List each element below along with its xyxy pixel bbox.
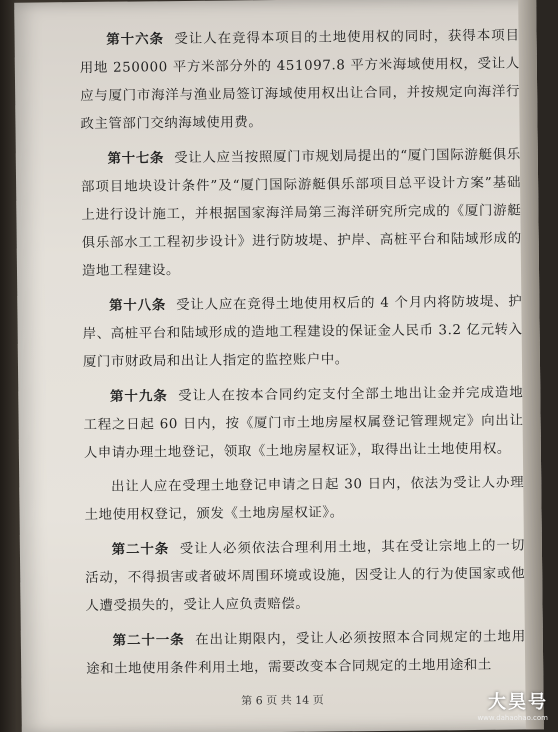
article-heading: 第十九条 (110, 388, 168, 405)
article-text: 受让人应当按照厦门市规划局提出的“厦门国际游艇俱乐部项目地块设计条件”及“厦门国际游艇俱乐部项目总平设计方案”基础上进行设计施工，并根据国家海洋局第三海洋研究所完成的《厦门游艇俱乐部水工工程初步设计》进行防坡堤、护岸、高桩平台和陆域形成的造地工程建设。 (81, 147, 522, 280)
article-heading: 第二十一条 (112, 632, 185, 649)
article-text: 受让人必须依法合理利用土地，其在受让宗地上的一切活动，不得损害或者破坏周围环境或设施，因受让人的行为使国家或他人遭受损失的，受让人应负责赔偿。 (85, 538, 526, 615)
article-21 (86, 622, 527, 684)
article-heading: 第十六条 (106, 31, 165, 48)
article-heading: 第十八条 (109, 297, 167, 314)
article-text: 受让人在按本合同约定支付全部土地出让金并完成造地工程之日起 60 日内，按《厦门市土地房屋权属登记管理规定》向出让人申请办理土地登记，领取《土地房屋权证》，取得出让土地使用权。 (83, 385, 524, 462)
article-20 (85, 531, 526, 621)
article-text: 受让人在竞得本项目的土地使用权的同时，获得本项目用地 250000 平方米部分外的 451097.8 平方米海域使用权，受让人应与厦门市海洋与渔业局签订海域使用权出让合同，并按规定向海洋行政主管部门交纳海域使用费。 (79, 28, 521, 133)
article-17 (81, 140, 522, 286)
article-19-continued (84, 469, 525, 530)
watermark-logo: 大昊号 (488, 692, 548, 713)
page-number: 第 6 页 共 14 页 (241, 693, 324, 708)
article-18 (82, 287, 523, 377)
article-text: 在出让期限内，受让人必须按照本合同规定的土地用途和土地使用条件利用土地，需要改变本合同规定的土地用途和土 (86, 629, 526, 678)
document-page (14, 0, 544, 732)
article-heading: 第十七条 (107, 150, 165, 167)
article-16 (79, 21, 520, 139)
article-body (79, 21, 526, 690)
article-heading: 第二十条 (111, 541, 170, 558)
article-text: 出让人应在受理土地登记申请之日起 30 日内，依法为受让人办理土地使用权登记，颁发《土地房屋权证》。 (84, 475, 525, 524)
watermark (477, 688, 548, 722)
article-19 (83, 378, 524, 468)
watermark-url: www.dahaohao.com (477, 714, 548, 722)
article-text: 受让人应在竞得土地使用权后的 4 个月内将防坡堤、护岸、高桩平台和陆域形成的造地工程建设的保证金人民币 3.2 亿元转入厦门市财政局和出让人指定的监控账户中。 (82, 294, 523, 371)
